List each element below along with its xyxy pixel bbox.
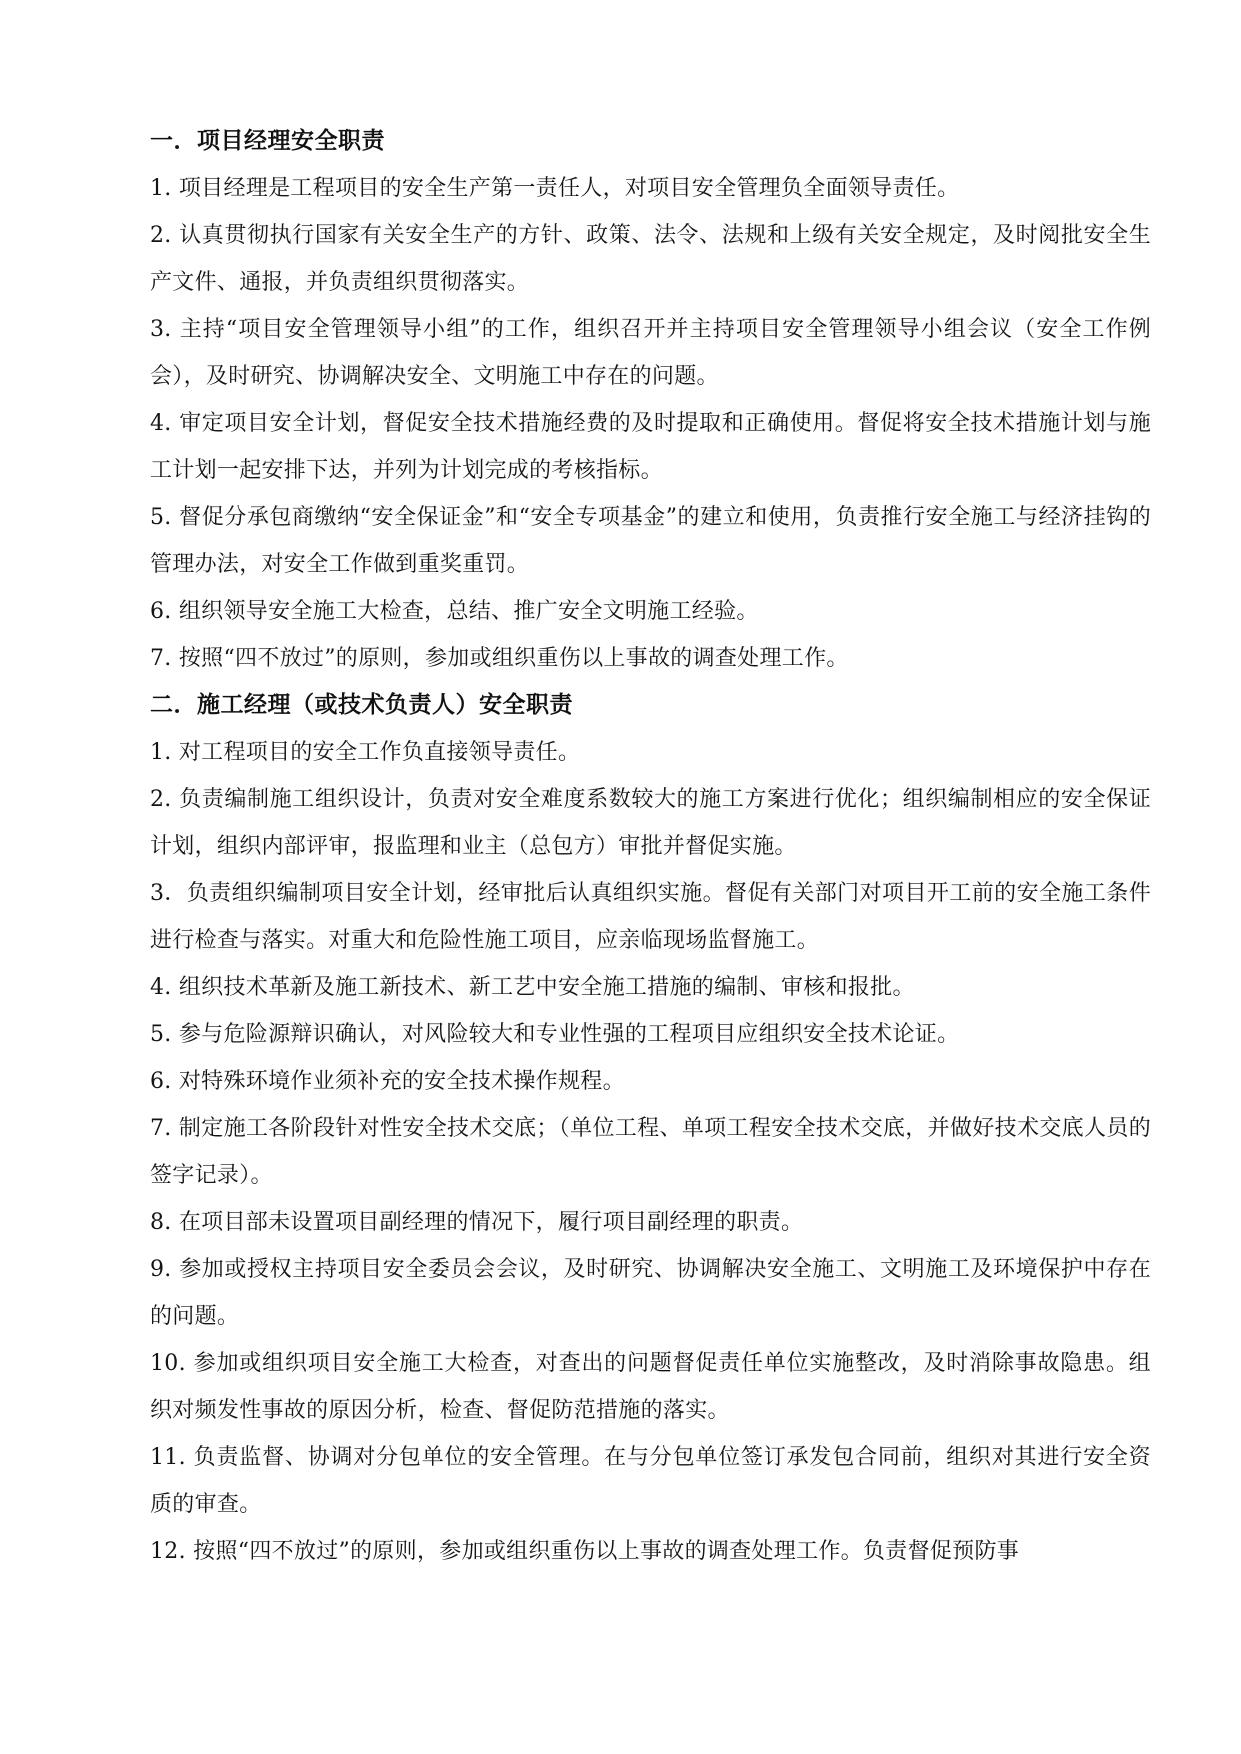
list-item: 1. 对工程项目的安全工作负直接领导责任。 — [150, 740, 581, 765]
list-item: 3. 主持“项目安全管理领导小组”的工作，组织召开并主持项目安全管理领导小组会议（安全工作例会），及时研究、协调解决安全、文明施工中存在的问题。 — [150, 317, 1151, 389]
list-item: 5. 督促分承包商缴纳“安全保证金”和“安全专项基金”的建立和使用，负责推行安全施工与经济挂钩的管理办法，对安全工作做到重奖重罚。 — [150, 505, 1151, 577]
list-item: 2. 认真贯彻执行国家有关安全生产的方针、政策、法令、法规和上级有关安全规定，及时阅批安全生产文件、通报，并负责组织贯彻落实。 — [150, 223, 1151, 295]
list-item: 7. 按照“四不放过”的原则，参加或组织重伤以上事故的调查处理工作。 — [150, 646, 849, 671]
section-heading: 一．项目经理安全职责 — [150, 128, 385, 154]
list-item: 11. 负责监督、协调对分包单位的安全管理。在与分包单位签订承发包合同前，组织对其进行安全资质的审查。 — [150, 1445, 1151, 1517]
list-item: 2. 负责编制施工组织设计，负责对安全难度系数较大的施工方案进行优化；组织编制相应的安全保证计划，组织内部评审，报监理和业主（总包方）审批并督促实施。 — [150, 787, 1151, 859]
list-item: 10. 参加或组织项目安全施工大检查，对查出的问题督促责任单位实施整改，及时消除事故隐患。组织对频发性事故的原因分析，检查、督促防范措施的落实。 — [150, 1351, 1151, 1423]
list-item: 9. 参加或授权主持项目安全委员会会议，及时研究、协调解决安全施工、文明施工及环境保护中存在的问题。 — [150, 1257, 1151, 1329]
section-heading: 二．施工经理（或技术负责人）安全职责 — [150, 692, 573, 718]
list-item: 8. 在项目部未设置项目副经理的情况下，履行项目副经理的职责。 — [150, 1210, 804, 1235]
list-item: 5. 参与危险源辩识确认，对风险较大和专业性强的工程项目应组织安全技术论证。 — [150, 1022, 960, 1047]
list-item: 3．负责组织编制项目安全计划，经审批后认真组织实施。督促有关部门对项目开工前的安全施工条件进行检查与落实。对重大和危险性施工项目，应亲临现场监督施工。 — [150, 881, 1151, 953]
list-item: 12. 按照“四不放过”的原则，参加或组织重伤以上事故的调查处理工作。负责督促预防事 — [150, 1539, 1020, 1564]
list-item: 6. 对特殊环境作业须补充的安全技术操作规程。 — [150, 1069, 625, 1094]
list-item: 1. 项目经理是工程项目的安全生产第一责任人，对项目安全管理负全面领导责任。 — [150, 176, 960, 201]
list-item: 7. 制定施工各阶段针对性安全技术交底；（单位工程、单项工程安全技术交底，并做好技术交底人员的签字记录）。 — [150, 1116, 1151, 1188]
list-item: 6. 组织领导安全施工大检查，总结、推广安全文明施工经验。 — [150, 599, 759, 624]
list-item: 4. 组织技术革新及施工新技术、新工艺中安全施工措施的编制、审核和报批。 — [150, 975, 915, 1000]
section-construction-manager — [150, 682, 1151, 1575]
section-project-manager — [150, 118, 1151, 682]
list-item: 4. 审定项目安全计划，督促安全技术措施经费的及时提取和正确使用。督促将安全技术措施计划与施工计划一起安排下达，并列为计划完成的考核指标。 — [150, 411, 1151, 483]
